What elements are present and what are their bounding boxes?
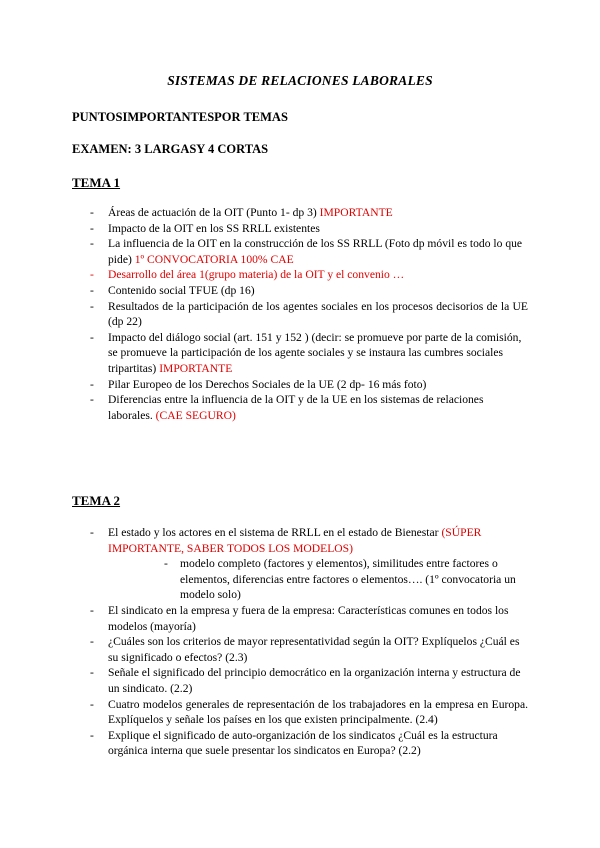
document-subtitle: PUNTOSIMPORTANTESPOR TEMAS: [72, 110, 288, 124]
list-item: - Desarrollo del área 1(grupo materia) de la OIT y el convenio …: [72, 267, 528, 283]
list-item: - Impacto del diálogo social (art. 151 y 152 ) (decir: se promueve por parte de la comisión, se promueve la participación de los agente sociales y se instaura las cumbres sociales tripartitas) IMPORTANTE: [72, 330, 528, 377]
list-item: - El sindicato en la empresa y fuera de la empresa: Características comunes en todos los modelos (mayoría): [72, 603, 528, 634]
exam-info: EXAMEN: 3 LARGASY 4 CORTAS: [72, 142, 269, 156]
list-item: - Áreas de actuación de la OIT (Punto 1- dp 3) IMPORTANTE: [72, 205, 528, 221]
tema1-list: [72, 205, 528, 423]
list-item: - La influencia de la OIT en la construcción de los SS RRLL (Foto dp móvil es todo lo que pide) 1º CONVOCATORIA 100% CAE: [72, 236, 528, 267]
tema1-heading: TEMA 1: [72, 175, 121, 190]
list-item: - Pilar Europeo de los Derechos Sociales de la UE (2 dp- 16 más foto): [72, 377, 528, 393]
list-item: - Señale el significado del principio democrático en la organización interna y estructura de un sindicato. (2.2): [72, 665, 528, 696]
list-item: - Resultados de la participación de los agentes sociales en los procesos decisorios de la UE (dp 22): [72, 299, 528, 330]
tema2-sublist: [108, 556, 528, 603]
sub-list-item: - modelo completo (factores y elementos), similitudes entre factores o elementos, diferencias entre factores o elementos…. (1º convocatoria un modelo solo): [144, 556, 528, 603]
tema2-heading: TEMA 2: [72, 493, 121, 508]
list-item: - ¿Cuáles son los criterios de mayor representatividad según la OIT? Explíquelos ¿Cuál es su significado o efectos? (2.3): [72, 634, 528, 665]
list-item: - Explique el significado de auto-organización de los sindicatos ¿Cuál es la estructura orgánica interna que suele presentar los sindicatos en Europa? (2.2): [72, 728, 528, 759]
list-item: - Cuatro modelos generales de representación de los trabajadores en la empresa en Europa. Explíquelos y señale los países en los que existen principalmente. (2.4): [72, 697, 528, 728]
list-item: - El estado y los actores en el sistema de RRLL en el estado de Bienestar (SÚPER IMPORTANTE, SABER TODOS LOS MODELOS) - modelo completo (factores y elementos), similitudes entre factores o elementos, diferencias entre factores o elementos…. (1º convocatoria un modelo solo): [72, 525, 528, 603]
list-item: - Diferencias entre la influencia de la OIT y de la UE en los sistemas de relaciones laborales. (CAE SEGURO): [72, 392, 528, 423]
tema2-list: [72, 525, 528, 759]
list-item: - Contenido social TFUE (dp 16): [72, 283, 528, 299]
list-item: - Impacto de la OIT en los SS RRLL existentes: [72, 221, 528, 237]
document-title: SISTEMAS DE RELACIONES LABORALES: [167, 73, 433, 88]
